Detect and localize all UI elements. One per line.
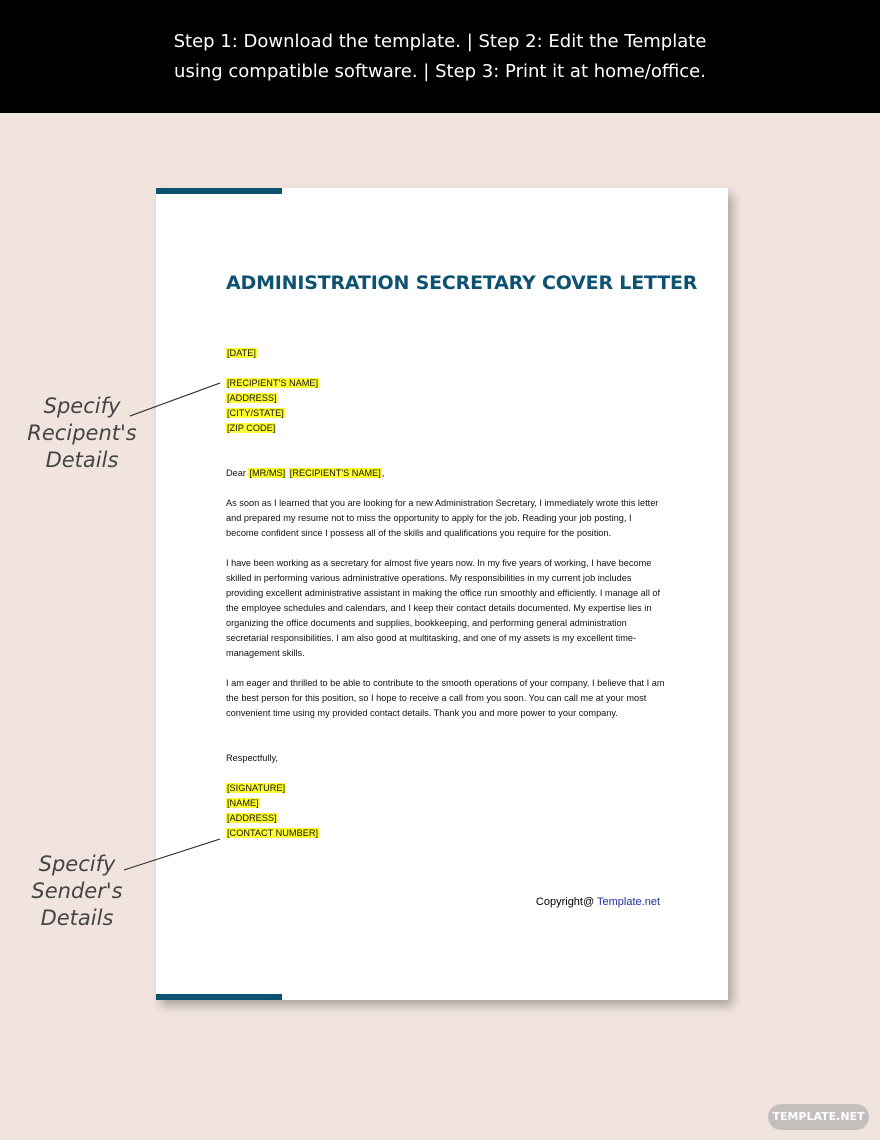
pointer-line-sender xyxy=(124,839,220,870)
paragraph-3: I am eager and thrilled to be able to contribute to the smooth operations of your company. I believe that I am the best person for this position, so I hope to receive a call from you soon. You can call me at your most convenient time using my provided contact details. Thank you and more power to your company. xyxy=(226,678,665,718)
annotation-sender-line-2: Sender's xyxy=(31,879,123,903)
recipient-zip: [ZIP CODE] xyxy=(227,423,276,433)
sender-contact: [CONTACT NUMBER] xyxy=(227,828,319,838)
closing: Respectfully, xyxy=(226,753,278,763)
recipient-name: [RECIPIENT'S NAME] xyxy=(227,378,319,388)
banner-line-1: Step 1: Download the template. | Step 2: Edit the Template xyxy=(173,31,707,52)
annotation-sender-line-3: Details xyxy=(40,906,114,930)
recipient-city-state: [CITY/STATE] xyxy=(227,408,284,418)
sender-address: [ADDRESS] xyxy=(227,813,277,823)
annotation-recipient-line-1: Specify xyxy=(43,394,121,418)
copyright-link[interactable]: Template.net xyxy=(597,896,660,908)
letter-title: ADMINISTRATION SECRETARY COVER LETTER xyxy=(226,272,698,294)
annotation-recipient-line-2: Recipent's xyxy=(27,421,137,445)
pointer-line-recipient xyxy=(130,383,220,416)
sender-name: [NAME] xyxy=(227,798,259,808)
paragraph-2: I have been working as a secretary for almost five years now. In my five years of working, I have become skilled in performing various administrative operations. My responsibilities in my current job includes providing excellent administrative assistant in making the office run smoothly and efficiently. I manage all of the employee schedules and calendars, and I keep their contact details documented. My expertise lies in organizing the office documents and supplies, bookkeeping, and performing general administration secretarial responsibilities. I am also good at multitasking, and one of my assets is my excellent time-management skills. xyxy=(226,558,661,658)
date-placeholder: [DATE] xyxy=(227,348,256,358)
sender-signature: [SIGNATURE] xyxy=(227,783,286,793)
salutation-prefix: Dear xyxy=(226,468,249,478)
template-net-badge: TEMPLATE.NET xyxy=(768,1104,869,1130)
banner-line-2: using compatible software. | Step 3: Print it at home/office. xyxy=(174,61,706,82)
recipient-address: [ADDRESS] xyxy=(227,393,277,403)
paragraph-1: As soon as I learned that you are looking for a new Administration Secretary, I immediately wrote this letter and prepared my resume not to miss the opportunity to apply for the job. Reading your job posting, I become confident since I possess all of the skills and qualifications you require for the position. xyxy=(226,498,659,538)
salutation-name: [RECIPIENT'S NAME] xyxy=(289,468,381,478)
copyright-prefix: Copyright@ xyxy=(535,896,598,908)
annotation-sender-line-1: Specify xyxy=(38,852,116,876)
salutation-suffix: , xyxy=(381,468,385,478)
annotation-recipient-line-3: Details xyxy=(45,448,119,472)
salutation-title: [MR/MS] xyxy=(249,468,286,478)
